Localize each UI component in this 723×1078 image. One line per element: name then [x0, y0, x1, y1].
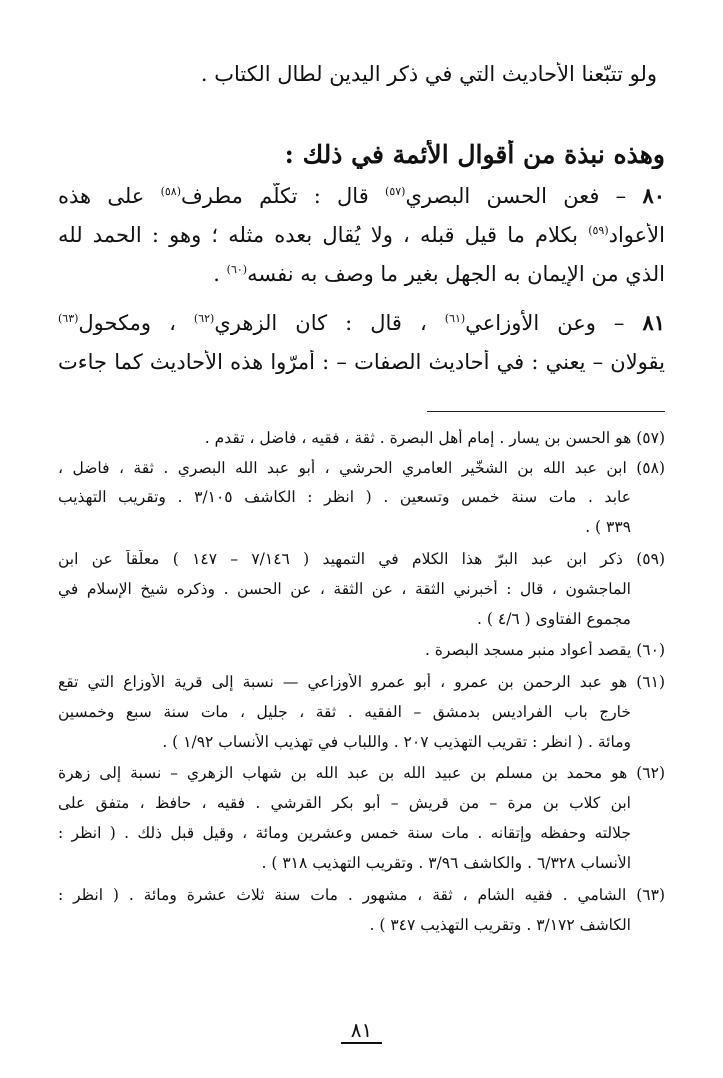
footnote-62-line-2: ابن كلاب بن مرة – من قريش – أبو بكر القرشي . فقيه ، حافظ ، متفق على: [58, 794, 631, 812]
footnote-58-line-2: عابد . مات سنة خمس وتسعين . ( انظر : الكاشف ٣/١٠٥ . وتقريب التهذيب: [58, 488, 631, 506]
footnote-57: (٥٧) هو الحسن بن يسار . إمام أهل البصرة . ثقة ، فقيه ، فاضل ، تقدم .: [204, 429, 665, 447]
para-80-line-3: [58, 262, 665, 286]
para-80-text-3b: .: [213, 262, 227, 286]
para-80-text-3a: الذي من الإيمان به الجهل بغير ما وصف به نفسه: [247, 262, 665, 286]
para-81-text-1a: – وعن الأوزاعي: [465, 311, 643, 335]
page-number: [0, 1018, 723, 1042]
footnote-59-line-3: مجموع الفتاوى ( ٤/٦ ) .: [477, 610, 631, 628]
footnote-63-line-1: (٦٣) الشامي . فقيه الشام ، ثقة ، مشهور . مات سنة ثلاث عشرة ومائة . ( انظر :: [58, 886, 665, 904]
footnote-61-line-1: (٦١) هو عبد الرحمن بن عمرو ، أبو عمرو الأوزاعي — نسبة إلى قرية الأوزاع التي تقع: [58, 673, 665, 691]
para-80-text-1b: قال : تكلّم مطرف: [181, 184, 386, 208]
footnote-ref-63[interactable]: (٦٣): [58, 312, 79, 325]
footnote-ref-61[interactable]: (٦١): [444, 312, 466, 325]
footnote-ref-59[interactable]: (٥٩): [588, 224, 609, 237]
para-80-number: ٨٠: [642, 183, 665, 208]
intro-line: ولو تتبّعنا الأحاديث التي في ذكر اليدين لطال الكتاب .: [200, 62, 657, 86]
footnote-60: (٦٠) يقصد أعواد منبر مسجد البصرة .: [424, 641, 665, 659]
footnote-59-line-1: (٥٩) ذكر ابن عبد البرّ هذا الكلام في التمهيد ( ٧/١٤٦ – ١٤٧ ) معلّقاً عن ابن: [58, 550, 665, 568]
para-81-line-1: [58, 310, 665, 335]
footnote-63-line-2: الكاشف ٣/١٧٢ . وتقريب التهذيب ٣٤٧ ) .: [369, 916, 631, 934]
section-heading: وهذه نبذة من أقوال الأئمة في ذلك :: [284, 140, 665, 169]
footnote-ref-57[interactable]: (٥٧): [385, 185, 406, 198]
footnote-separator: [427, 411, 665, 412]
para-80-text-1a: – فعن الحسن البصري: [405, 184, 627, 208]
para-80-line-2: [58, 223, 665, 247]
para-80-line-1: [58, 183, 665, 208]
footnote-59-line-2: الماجشون ، قال : أخبرني الثقة ، عن الثقة ، عن الحسن . وذكره شيخ الإسلام في: [58, 580, 631, 598]
footnote-ref-60[interactable]: (٦٠): [226, 263, 248, 276]
para-81-line-2: يقولان – يعني : في أحاديث الصفات – : أمرّوا هذه الأحاديث كما جاءت: [58, 350, 665, 374]
footnote-62-line-1: (٦٢) هو محمد بن مسلم بن عبيد الله بن عبد الله بن شهاب الزهري – نسبة إلى زهرة: [58, 764, 665, 782]
footnote-ref-62[interactable]: (٦٢): [193, 312, 215, 325]
footnote-61-line-2: خارج باب الفراديس بدمشق – الفقيه . ثقة ، جليل ، مات سنة سبع وخمسين: [58, 703, 631, 721]
para-81-text-1c: ، ومكحول: [78, 311, 194, 335]
footnote-ref-58[interactable]: (٥٨): [160, 185, 182, 198]
footnote-58-line-3: ٣٣٩ ) .: [585, 518, 631, 536]
footnote-62-line-4: الأنساب ٦/٣٢٨ . والكاشف ٣/٩٦ . وتقريب التهذيب ٣١٨ ) .: [261, 854, 631, 872]
para-81-number: ٨١: [642, 310, 665, 335]
footnote-58-line-1: (٥٨) ابن عبد الله بن الشخّير العامري الحرشي ، أبو عبد الله البصري . ثقة ، فاضل ،: [58, 459, 665, 477]
para-81-text-1b: ، قال : كان الزهري: [214, 311, 445, 335]
para-80-text-2b: بكلام ما قيل قبله ، ولا يُقال بعده مثله ؛ وهو : الحمد لله: [58, 223, 589, 247]
footnote-62-line-3: جلالته وحفظه وإتقانه . مات سنة خمس وعشرين ومائة ، وقيل قبل ذلك . ( انظر :: [58, 824, 631, 842]
footnote-61-line-3: ومائة . ( انظر : تقريب التهذيب ٢٠٧ . واللباب في تهذيب الأنساب ١/٩٢ ) .: [162, 733, 631, 751]
page-number-text: ٨١: [341, 1018, 382, 1044]
para-80-text-1c: على هذه: [58, 184, 161, 208]
para-80-text-2a: الأعواد: [608, 223, 665, 247]
